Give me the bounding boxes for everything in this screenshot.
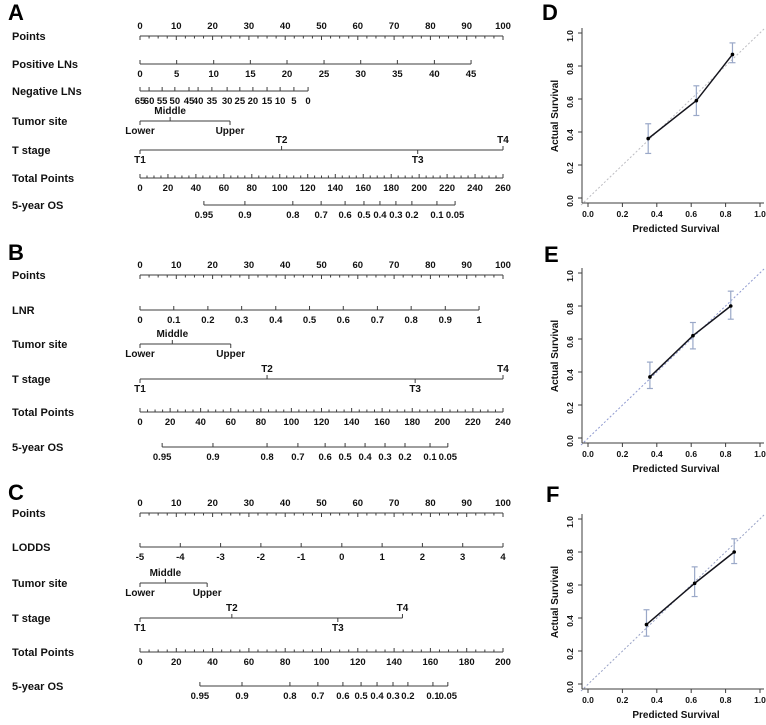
- svg-text:0.05: 0.05: [438, 452, 458, 463]
- svg-text:Tumor site: Tumor site: [12, 578, 68, 590]
- svg-text:-3: -3: [216, 552, 225, 563]
- svg-text:50: 50: [169, 96, 181, 107]
- svg-text:0.6: 0.6: [685, 695, 698, 705]
- svg-text:0.8: 0.8: [719, 449, 732, 459]
- svg-text:0.3: 0.3: [235, 315, 249, 326]
- svg-text:160: 160: [422, 657, 439, 668]
- svg-text:30: 30: [221, 96, 233, 107]
- svg-text:Points: Points: [12, 270, 46, 282]
- calibration-panel-f: [520, 480, 766, 725]
- svg-text:180: 180: [383, 183, 400, 194]
- svg-text:0.5: 0.5: [338, 452, 352, 463]
- svg-text:0.4: 0.4: [358, 452, 372, 463]
- svg-text:120: 120: [349, 657, 366, 668]
- svg-text:Negative LNs: Negative LNs: [12, 86, 82, 98]
- panel-letter-d: D: [542, 0, 558, 25]
- svg-text:0: 0: [137, 69, 143, 80]
- panel-letter-c: C: [8, 480, 24, 505]
- svg-text:0.8: 0.8: [286, 210, 300, 221]
- svg-text:0.2: 0.2: [401, 691, 415, 702]
- svg-text:0.8: 0.8: [283, 691, 297, 702]
- svg-text:160: 160: [355, 183, 372, 194]
- svg-text:0.6: 0.6: [565, 96, 575, 108]
- svg-text:T2: T2: [226, 603, 238, 614]
- svg-text:100: 100: [495, 498, 511, 509]
- svg-text:0: 0: [137, 657, 143, 668]
- svg-text:0.2: 0.2: [616, 695, 629, 705]
- svg-text:35: 35: [206, 96, 218, 107]
- svg-text:40: 40: [429, 69, 440, 80]
- svg-text:5-year OS: 5-year OS: [12, 681, 64, 693]
- svg-text:0.0: 0.0: [582, 209, 594, 219]
- svg-text:90: 90: [461, 21, 472, 32]
- svg-text:15: 15: [261, 96, 273, 107]
- svg-text:0: 0: [137, 315, 143, 326]
- svg-text:100: 100: [495, 21, 511, 32]
- svg-text:T4: T4: [396, 603, 409, 614]
- svg-text:200: 200: [495, 657, 511, 668]
- svg-text:0.7: 0.7: [314, 210, 328, 221]
- svg-text:Lower: Lower: [125, 349, 155, 360]
- svg-text:LNR: LNR: [12, 305, 35, 317]
- svg-text:50: 50: [316, 21, 327, 32]
- svg-text:T stage: T stage: [12, 374, 51, 386]
- svg-text:100: 100: [495, 260, 511, 271]
- svg-text:Lower: Lower: [125, 588, 155, 599]
- svg-text:15: 15: [245, 69, 256, 80]
- svg-text:20: 20: [164, 417, 176, 428]
- svg-text:30: 30: [355, 69, 366, 80]
- svg-text:0.4: 0.4: [650, 695, 663, 705]
- svg-text:0.6: 0.6: [685, 209, 698, 219]
- svg-text:Points: Points: [12, 508, 46, 520]
- svg-text:60: 60: [143, 96, 155, 107]
- svg-text:80: 80: [279, 657, 291, 668]
- svg-text:0.4: 0.4: [650, 209, 663, 219]
- svg-text:0.2: 0.2: [616, 209, 629, 219]
- svg-text:140: 140: [327, 183, 344, 194]
- panel-letter-a: A: [8, 0, 24, 25]
- svg-text:0.5: 0.5: [354, 691, 368, 702]
- svg-text:-2: -2: [256, 552, 266, 563]
- svg-text:20: 20: [247, 96, 259, 107]
- svg-text:0.9: 0.9: [438, 315, 452, 326]
- svg-text:0.4: 0.4: [565, 129, 575, 141]
- svg-text:50: 50: [316, 498, 327, 509]
- svg-text:200: 200: [411, 183, 428, 194]
- svg-text:25: 25: [318, 69, 330, 80]
- svg-text:80: 80: [425, 21, 436, 32]
- svg-text:3: 3: [460, 552, 466, 563]
- svg-text:220: 220: [464, 417, 481, 428]
- svg-text:0.1: 0.1: [426, 691, 440, 702]
- svg-text:100: 100: [313, 657, 330, 668]
- svg-text:2: 2: [419, 552, 426, 563]
- svg-text:20: 20: [207, 498, 218, 509]
- svg-text:0.2: 0.2: [565, 648, 575, 660]
- svg-text:40: 40: [192, 96, 204, 107]
- svg-text:0.9: 0.9: [206, 452, 220, 463]
- svg-text:100: 100: [283, 417, 300, 428]
- svg-text:0.5: 0.5: [357, 210, 371, 221]
- svg-text:Predicted Survival: Predicted Survival: [632, 710, 720, 721]
- svg-text:10: 10: [208, 69, 219, 80]
- svg-text:0: 0: [137, 417, 143, 428]
- svg-text:0.6: 0.6: [336, 691, 350, 702]
- svg-text:Lower: Lower: [125, 126, 155, 137]
- svg-text:-4: -4: [176, 552, 185, 563]
- panel-letter-b: B: [8, 240, 24, 265]
- svg-text:120: 120: [313, 417, 330, 428]
- svg-text:T1: T1: [134, 384, 146, 395]
- svg-text:180: 180: [404, 417, 421, 428]
- svg-text:80: 80: [246, 183, 258, 194]
- svg-text:30: 30: [243, 260, 255, 271]
- svg-text:Actual Survival: Actual Survival: [550, 565, 561, 639]
- svg-text:T2: T2: [261, 364, 273, 375]
- svg-text:10: 10: [171, 498, 182, 509]
- svg-text:0.1: 0.1: [423, 452, 437, 463]
- svg-text:10: 10: [171, 260, 182, 271]
- svg-text:0.9: 0.9: [238, 210, 252, 221]
- svg-text:Upper: Upper: [192, 588, 222, 599]
- svg-text:0.8: 0.8: [565, 549, 575, 561]
- svg-text:0.3: 0.3: [386, 691, 400, 702]
- svg-text:65: 65: [134, 96, 146, 107]
- svg-text:T3: T3: [331, 623, 344, 634]
- svg-text:60: 60: [352, 498, 364, 509]
- svg-text:40: 40: [279, 498, 291, 509]
- svg-text:0.5: 0.5: [302, 315, 317, 326]
- svg-text:10: 10: [171, 21, 182, 32]
- svg-text:T2: T2: [275, 135, 288, 146]
- svg-text:80: 80: [425, 260, 436, 271]
- svg-text:240: 240: [467, 183, 483, 194]
- svg-text:0.8: 0.8: [719, 209, 732, 219]
- svg-text:0.7: 0.7: [370, 315, 385, 326]
- svg-text:0.6: 0.6: [565, 336, 575, 348]
- svg-text:0.4: 0.4: [370, 691, 384, 702]
- svg-text:5-year OS: 5-year OS: [12, 442, 64, 454]
- svg-text:0.7: 0.7: [291, 452, 305, 463]
- svg-text:20: 20: [207, 260, 218, 271]
- svg-text:Middle: Middle: [149, 568, 182, 579]
- nomogram-panel-c: [0, 480, 520, 725]
- svg-text:0: 0: [137, 498, 143, 509]
- svg-text:200: 200: [434, 417, 451, 428]
- svg-text:Upper: Upper: [215, 126, 245, 137]
- svg-text:Predicted Survival: Predicted Survival: [632, 224, 720, 235]
- svg-text:Total Points: Total Points: [12, 647, 75, 659]
- svg-text:120: 120: [299, 183, 316, 194]
- panel-letter-e: E: [544, 242, 559, 267]
- svg-text:0.9: 0.9: [235, 691, 249, 702]
- svg-text:35: 35: [392, 69, 403, 80]
- svg-text:80: 80: [255, 417, 267, 428]
- svg-text:0.0: 0.0: [582, 695, 594, 705]
- svg-text:0.8: 0.8: [404, 315, 418, 326]
- svg-text:0.2: 0.2: [405, 210, 419, 221]
- svg-text:0.8: 0.8: [565, 63, 575, 75]
- svg-text:0.4: 0.4: [269, 315, 283, 326]
- nomogram-panel-a: [0, 0, 520, 240]
- svg-text:T stage: T stage: [12, 145, 51, 157]
- svg-text:0: 0: [305, 96, 311, 107]
- svg-text:-5: -5: [135, 552, 145, 563]
- svg-text:140: 140: [386, 657, 403, 668]
- svg-text:0.2: 0.2: [398, 452, 412, 463]
- svg-text:4: 4: [500, 552, 506, 563]
- svg-text:0.8: 0.8: [565, 303, 575, 315]
- svg-text:0.6: 0.6: [318, 452, 332, 463]
- svg-text:30: 30: [243, 498, 255, 509]
- svg-text:180: 180: [458, 657, 475, 668]
- svg-text:Tumor site: Tumor site: [12, 116, 68, 128]
- svg-text:Total Points: Total Points: [12, 407, 75, 419]
- svg-text:LODDS: LODDS: [12, 542, 51, 554]
- svg-text:1.0: 1.0: [754, 449, 766, 459]
- svg-text:20: 20: [162, 183, 174, 194]
- svg-text:100: 100: [271, 183, 288, 194]
- svg-text:0.2: 0.2: [201, 315, 215, 326]
- svg-text:1.0: 1.0: [565, 270, 575, 282]
- svg-text:40: 40: [207, 657, 218, 668]
- svg-text:-1: -1: [296, 552, 306, 563]
- svg-text:0.05: 0.05: [445, 210, 465, 221]
- svg-text:Total Points: Total Points: [12, 173, 75, 185]
- svg-text:0.1: 0.1: [167, 315, 181, 326]
- svg-text:Points: Points: [12, 31, 46, 43]
- svg-text:0.4: 0.4: [650, 449, 663, 459]
- svg-text:0.4: 0.4: [565, 615, 575, 627]
- svg-text:60: 60: [225, 417, 237, 428]
- svg-text:T1: T1: [134, 623, 146, 634]
- svg-text:0.95: 0.95: [152, 452, 172, 463]
- svg-text:0: 0: [137, 260, 143, 271]
- svg-text:T3: T3: [409, 384, 421, 395]
- svg-text:T stage: T stage: [12, 613, 51, 625]
- svg-text:0: 0: [137, 21, 143, 32]
- svg-text:0.3: 0.3: [389, 210, 403, 221]
- svg-text:0.0: 0.0: [565, 435, 575, 447]
- svg-text:Upper: Upper: [216, 349, 246, 360]
- svg-text:Positive LNs: Positive LNs: [12, 59, 79, 71]
- svg-text:60: 60: [218, 183, 230, 194]
- svg-text:5: 5: [174, 69, 180, 80]
- svg-text:0.6: 0.6: [685, 449, 698, 459]
- svg-text:Middle: Middle: [156, 329, 189, 340]
- nomogram-panel-b: [0, 240, 520, 480]
- svg-text:0.0: 0.0: [565, 681, 575, 693]
- svg-text:0.6: 0.6: [565, 582, 575, 594]
- svg-text:1.0: 1.0: [754, 209, 766, 219]
- svg-text:0.2: 0.2: [616, 449, 629, 459]
- svg-text:1.0: 1.0: [565, 30, 575, 42]
- calibration-panel-e: [520, 240, 766, 480]
- svg-text:5-year OS: 5-year OS: [12, 200, 64, 212]
- svg-text:50: 50: [316, 260, 327, 271]
- svg-text:40: 40: [190, 183, 202, 194]
- svg-text:70: 70: [388, 21, 400, 32]
- svg-text:60: 60: [243, 657, 255, 668]
- svg-text:20: 20: [207, 21, 218, 32]
- svg-text:90: 90: [461, 498, 472, 509]
- svg-text:40: 40: [279, 21, 291, 32]
- svg-text:55: 55: [156, 96, 168, 107]
- svg-text:25: 25: [234, 96, 246, 107]
- svg-text:20: 20: [171, 657, 182, 668]
- svg-text:0.2: 0.2: [565, 162, 575, 174]
- svg-text:Actual Survival: Actual Survival: [550, 319, 561, 393]
- svg-text:0.05: 0.05: [438, 691, 458, 702]
- svg-text:0.4: 0.4: [565, 369, 575, 381]
- svg-text:T4: T4: [497, 364, 509, 375]
- svg-text:260: 260: [495, 183, 511, 194]
- svg-text:60: 60: [352, 260, 364, 271]
- svg-text:T4: T4: [497, 135, 509, 146]
- svg-text:5: 5: [291, 96, 297, 107]
- svg-text:0.95: 0.95: [194, 210, 214, 221]
- svg-text:30: 30: [243, 21, 255, 32]
- svg-text:70: 70: [388, 260, 400, 271]
- panel-letter-f: F: [546, 482, 560, 507]
- svg-text:0.4: 0.4: [373, 210, 387, 221]
- svg-text:10: 10: [274, 96, 286, 107]
- svg-text:70: 70: [388, 498, 400, 509]
- svg-text:0: 0: [137, 183, 143, 194]
- svg-text:0.0: 0.0: [582, 449, 594, 459]
- svg-text:45: 45: [183, 96, 195, 107]
- svg-text:0.6: 0.6: [336, 315, 350, 326]
- svg-text:T3: T3: [411, 155, 424, 166]
- svg-text:Predicted Survival: Predicted Survival: [632, 464, 720, 475]
- svg-text:140: 140: [343, 417, 360, 428]
- svg-text:1.0: 1.0: [754, 695, 766, 705]
- svg-text:Middle: Middle: [154, 106, 186, 117]
- svg-text:0.7: 0.7: [311, 691, 325, 702]
- svg-text:40: 40: [195, 417, 206, 428]
- svg-text:20: 20: [281, 69, 293, 80]
- svg-text:1.0: 1.0: [565, 516, 575, 528]
- svg-text:80: 80: [425, 498, 436, 509]
- svg-text:0.2: 0.2: [565, 402, 575, 414]
- svg-text:220: 220: [439, 183, 456, 194]
- svg-text:T1: T1: [134, 155, 146, 166]
- svg-text:0.8: 0.8: [719, 695, 732, 705]
- svg-text:0.0: 0.0: [565, 195, 575, 207]
- svg-text:Actual Survival: Actual Survival: [550, 79, 561, 153]
- svg-text:90: 90: [461, 260, 472, 271]
- svg-text:0.8: 0.8: [260, 452, 274, 463]
- svg-text:40: 40: [279, 260, 291, 271]
- svg-text:0: 0: [339, 552, 345, 563]
- svg-text:0.3: 0.3: [378, 452, 392, 463]
- svg-text:240: 240: [495, 417, 511, 428]
- svg-text:0.6: 0.6: [338, 210, 352, 221]
- svg-text:Tumor site: Tumor site: [12, 339, 68, 351]
- svg-text:0.95: 0.95: [190, 691, 210, 702]
- calibration-panel-d: [520, 0, 766, 240]
- svg-text:1: 1: [379, 552, 385, 563]
- svg-text:1: 1: [476, 315, 482, 326]
- svg-text:0.1: 0.1: [430, 210, 444, 221]
- svg-text:45: 45: [465, 69, 477, 80]
- svg-text:160: 160: [374, 417, 391, 428]
- svg-text:60: 60: [352, 21, 364, 32]
